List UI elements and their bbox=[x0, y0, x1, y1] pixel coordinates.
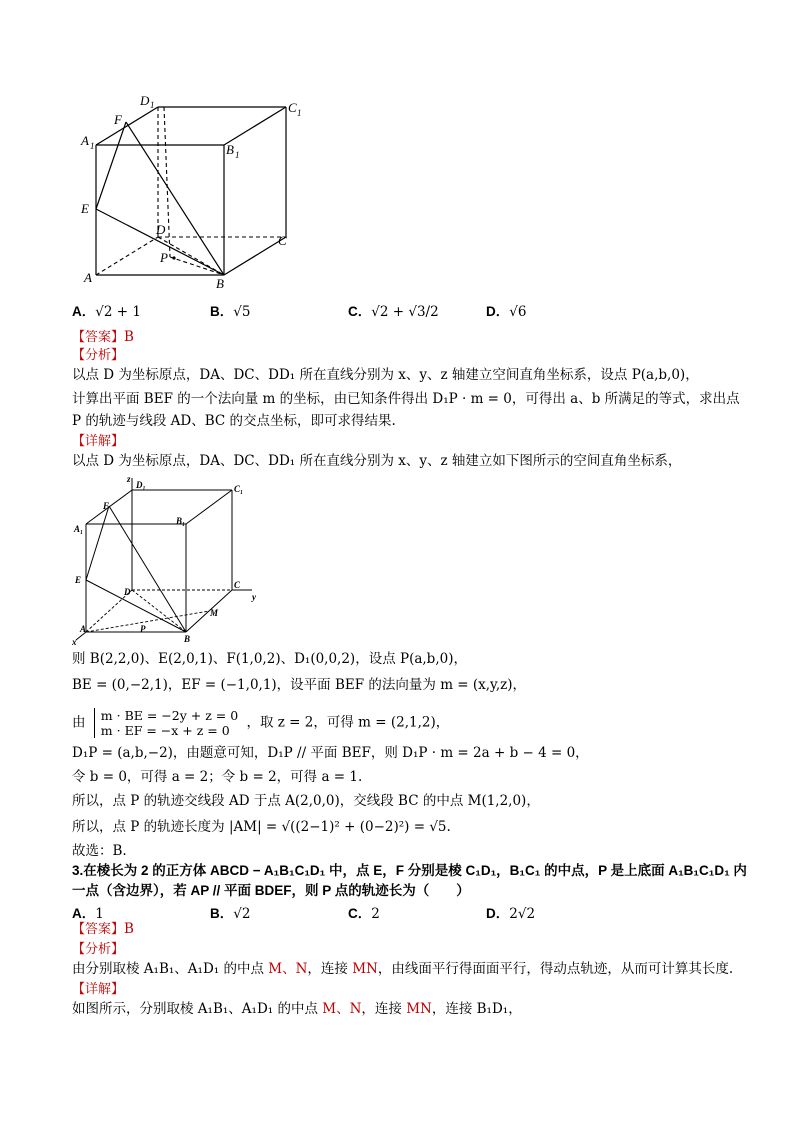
point-p-dot bbox=[172, 256, 175, 259]
label2-b: B bbox=[184, 634, 191, 644]
label-a1: A bbox=[81, 133, 89, 148]
svg-text:x: x bbox=[72, 637, 77, 646]
question-3-line1: 3.在棱长为 2 的正方体 ABCD − A₁B₁C₁D₁ 中，点 E，F 分别是棱 C₁D₁，B₁C₁ 的中点，P 是上底面 A₁B₁C₁D₁ 内 bbox=[72, 863, 747, 878]
answer-1: 【答案】B bbox=[72, 329, 134, 345]
analysis-1-tag: 【分析】 bbox=[72, 348, 125, 363]
svg-text:y: y bbox=[252, 592, 256, 602]
option3-d[interactable]: D．2√2 bbox=[486, 906, 536, 922]
label2-m: M bbox=[210, 608, 219, 618]
label-f: F bbox=[114, 112, 122, 127]
label-b: B bbox=[216, 276, 224, 291]
option-d[interactable]: D．√6 bbox=[486, 304, 527, 320]
analysis-1-line2: 计算出平面 BEF 的一个法向量 m 的坐标，由已知条件得出 D₁P · m = 0，可得出 a、b 所满足的等式，求出点 bbox=[72, 391, 740, 407]
svg-text:1: 1 bbox=[297, 108, 302, 118]
label-c1: C bbox=[288, 100, 297, 115]
option3-c[interactable]: C．2 bbox=[348, 906, 380, 922]
svg-text:z: z bbox=[127, 474, 131, 484]
svg-text:1: 1 bbox=[90, 141, 95, 151]
label-c: C bbox=[278, 233, 287, 248]
analysis-3-line1: 由分别取棱 A₁B₁、A₁D₁ 的中点 M、N，连接 MN，由线面平行得面面平行，得动点轨迹，从而可计算其长度. bbox=[72, 961, 734, 977]
label-p: P bbox=[160, 250, 168, 265]
label2-b1: B₁ bbox=[176, 516, 186, 526]
svg-text:1: 1 bbox=[150, 100, 155, 110]
solution-line1: 则 B(2,2,0)、E(2,0,1)、F(1,0,2)、D₁(0,0,2)，设点 P(a,b,0)， bbox=[72, 651, 467, 667]
solution-line8: 故选：B. bbox=[72, 843, 127, 859]
solution-line2: BE = (0,−2,1)，EF = (−1,0,1)，设平面 BEF 的法向量为 m = (x,y,z)， bbox=[72, 677, 527, 693]
label2-c1: C₁ bbox=[234, 484, 244, 494]
option-a[interactable]: A．√2 + 1 bbox=[72, 304, 141, 320]
option-c[interactable]: C．√2 + √3/2 bbox=[348, 304, 439, 320]
option-b[interactable]: B．√5 bbox=[210, 304, 251, 320]
cube-figure-1 bbox=[78, 92, 318, 292]
cube-figure-2 bbox=[72, 474, 272, 646]
label-d1: D bbox=[140, 93, 150, 108]
solution-line3: 由 m · BE = −2y + z = 0 m · EF = −x + z = 0 ，取 z = 2，可得 m = (2,1,2)， bbox=[72, 708, 450, 738]
detail-3-line1: 如图所示，分别取棱 A₁B₁、A₁D₁ 的中点 M、N，连接 MN，连接 B₁D₁， bbox=[72, 1001, 522, 1017]
option3-b[interactable]: B．√2 bbox=[210, 906, 251, 922]
analysis-1-line3: P 的轨迹与线段 AD、BC 的交点坐标，即可求得结果. bbox=[72, 413, 396, 429]
analysis-3-tag: 【分析】 bbox=[72, 942, 125, 957]
label2-a1: A₁ bbox=[74, 524, 84, 534]
option3-a[interactable]: A．1 bbox=[72, 906, 104, 922]
label-e: E bbox=[81, 201, 89, 216]
equation-2: m · EF = −x + z = 0 bbox=[100, 723, 230, 738]
solution-line4: D₁P = (a,b,−2)，由题意可知，D₁P // 平面 BEF，则 D₁P · m = 2a + b − 4 = 0， bbox=[72, 745, 589, 761]
label2-d: D bbox=[124, 587, 131, 597]
analysis-1-line1: 以点 D 为坐标原点，DA、DC、DD₁ 所在直线分别为 x、y、z 轴建立空间直角坐标系，设点 P(a,b,0)， bbox=[72, 367, 699, 383]
detail-1-line1: 以点 D 为坐标原点，DA、DC、DD₁ 所在直线分别为 x、y、z 轴建立如下图所示的空间直角坐标系， bbox=[72, 453, 682, 469]
label2-p: P bbox=[140, 624, 146, 634]
label2-c: C bbox=[234, 580, 241, 590]
detail-1-tag: 【详解】 bbox=[72, 434, 125, 449]
label2-f: F bbox=[103, 501, 110, 511]
equation-1: m · BE = −2y + z = 0 bbox=[100, 708, 239, 723]
label2-a: A bbox=[80, 624, 87, 634]
question-3-line2: 一点（含边界），若 AP // 平面 BDEF，则 P 点的轨迹长为（ ） bbox=[72, 883, 470, 898]
label2-d1: D₁ bbox=[136, 480, 146, 490]
svg-text:1: 1 bbox=[235, 150, 240, 160]
solution-line5: 令 b = 0，可得 a = 2；令 b = 2，可得 a = 1. bbox=[72, 769, 363, 785]
detail-3-tag: 【详解】 bbox=[72, 982, 125, 997]
label-b1: B bbox=[226, 142, 234, 157]
label-a: A bbox=[84, 270, 92, 285]
solution-line7: 所以，点 P 的轨迹长度为 |AM| = √((2−1)² + (0−2)²) = √5. bbox=[72, 819, 451, 835]
answer-3: 【答案】B bbox=[72, 921, 134, 937]
label2-e: E bbox=[75, 575, 82, 585]
solution-line6: 所以，点 P 的轨迹交线段 AD 于点 A(2,0,0)，交线段 BC 的中点 M(1,2,0)， bbox=[72, 793, 540, 809]
label-d: D bbox=[156, 222, 166, 237]
